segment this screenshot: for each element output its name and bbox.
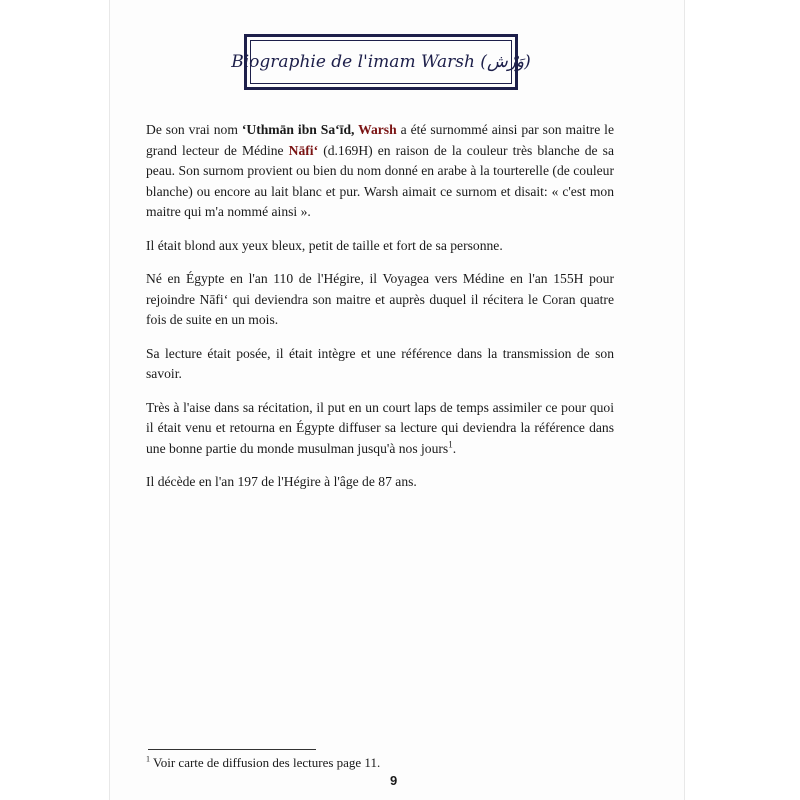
title-frame [231, 34, 531, 90]
footnote-text: Voir carte de diffusion des lectures page 11. [150, 755, 381, 770]
biography-text [146, 120, 614, 506]
footnote-ref: 1 [448, 438, 453, 449]
page-title: Biographie de l'imam Warsh (وَرْش) [231, 52, 531, 72]
paragraph-2: Il était blond aux yeux bleux, petit de taille et fort de sa personne. [146, 237, 503, 253]
footnote-rule [148, 749, 316, 750]
paragraph-1: De son vrai nom ‘Uthmān ibn Sa‘īd, Warsh a été surnommé ainsi par son maitre le grand lecteur de Médine Nāfi‘ (d.169H) en raison de la couleur très blanche de sa peau. Son surnom provient ou bien du nom donné en arabe à la tourterelle (de couleur blanche) ou encore au lait blanc et pur. Warsh aimait ce surnom et disait: « c'est mon maitre qui m'a nommé ainsi ». [146, 122, 614, 219]
footnote [146, 755, 380, 771]
name-warsh: Warsh [358, 122, 397, 137]
page-number: 9 [390, 773, 398, 788]
footnote-marker: 1 [146, 754, 150, 764]
paragraph-4: Sa lecture était posée, il était intègre et une référence dans la transmission de son savoir. [146, 345, 614, 381]
full-name: ‘Uthmān ibn Sa‘īd, [241, 122, 359, 137]
paragraph-5: Très à l'aise dans sa récitation, il put en un court laps de temps assimiler ce pour quoi il était venu et retourna en Égypte diffuser sa lecture qui deviendra la référence dans une bonne partie du monde musulman jusqu'à nos jours$^1$. [146, 399, 614, 456]
name-nafi: Nāfi‘ [288, 142, 319, 158]
paragraph-3: Né en Égypte en l'an 110 de l'Hégire, il Voyagea vers Médine en l'an 155H pour rejoindre Nāfi‘ qui deviendra son maitre et auprès duquel il récitera le Coran quatre fois de suite en un mois. [146, 271, 614, 327]
paragraph-6: Il décède en l'an 197 de l'Hégire à l'âge de 87 ans. [146, 474, 417, 489]
